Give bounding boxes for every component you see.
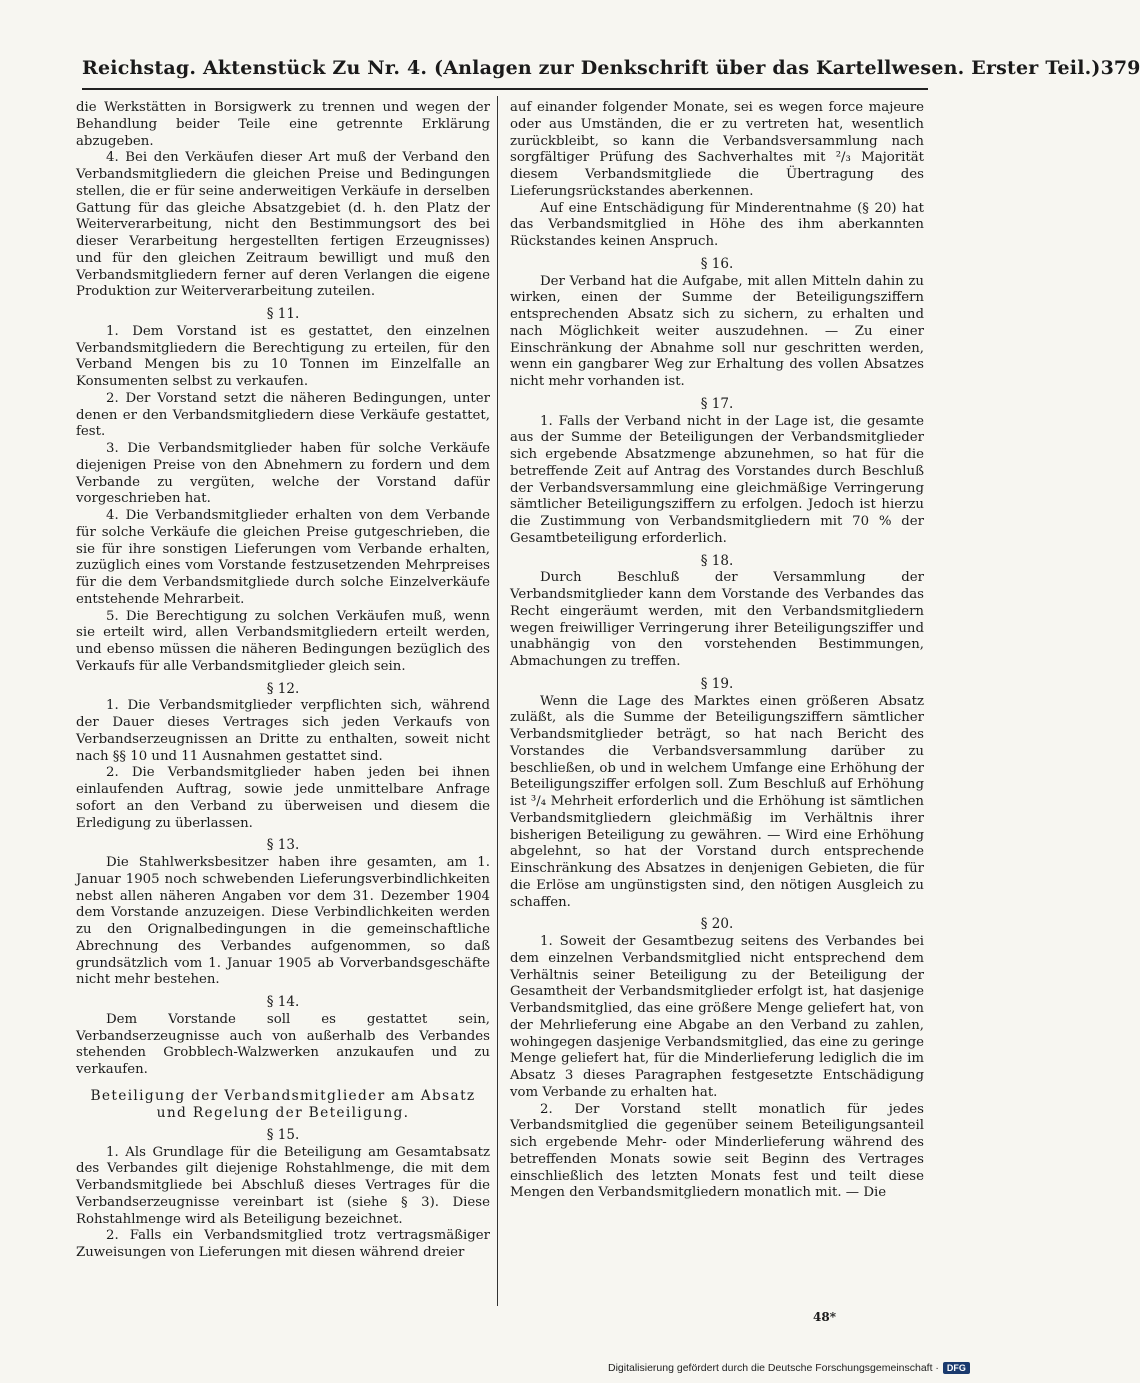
paragraph: Dem Vorstande soll es gestattet sein, Verbandserzeugnisse auch von außerhalb des Verbandes stehenden Grobblech-Walzwerken anzukaufen und zu verkaufen. [76,1011,490,1077]
paragraph: Der Verband hat die Aufgabe, mit allen Mitteln dahin zu wirken, einen der Summe der Beteiligungsziffern entsprechenden Absatz sich zu sichern, zu erhalten und nach Möglichkeit weiter auszudehnen. — Zu einer Einschränkung der Abnahme soll nur geschritten werden, wenn ein gangbarer Weg zur Erhaltung des vollen Absatzes nicht mehr vorhanden ist. [510,273,924,389]
page-number: 379 [1100,57,1140,79]
paragraph: Die Stahlwerksbesitzer haben ihre gesamten, am 1. Januar 1905 noch schwebenden Lieferungsverbindlichkeiten nebst allen näheren Angaben vor dem 31. Dezember 1904 dem Vorstande anzuzeigen. Diese Verbindlichkeiten werden zu den Orignalbedingungen in die gemeinschaftliche Abrechnung des Verbandes aufgenommen, so daß grundsätzlich vom 1. Januar 1905 ab Vorverbandsgeschäfte nicht mehr bestehen. [76,855,490,988]
left-column [76,100,490,1262]
column-divider [497,96,498,1306]
paragraph: auf einander folgender Monate, sei es wegen force majeure oder aus Umständen, die er zu vertreten hat, wesentlich zurückbleibt, so kann die Verbandsversammlung nach sorgfältiger Prüfung des Sachverhaltes mit ²/₃ Majorität diesem Verbandsmitgliede die Übertragung des Lieferungsrückstandes aberkennen. [510,100,924,199]
paragraph: 1. Die Verbandsmitglieder verpflichten sich, während der Dauer dieses Vertrages sich jeden Verkaufs von Verbandserzeugnissen an Dritte zu enthalten, soweit nicht nach §§ 10 und 11 Ausnahmen gestattet sind. [76,698,490,764]
paragraph: 1. Dem Vorstand ist es gestattet, den einzelnen Verbandsmitgliedern die Berechtigung zu erteilen, für den Verband Mengen bis zu 10 Tonnen im Einzelfalle an Konsumenten selbst zu verkaufen. [76,323,490,389]
paragraph: Durch Beschluß der Versammlung der Verbandsmitglieder kann dem Vorstande des Verbandes das Recht eingeräumt werden, mit den Verbandsmitgliedern wegen freiwilliger Verringerung ihrer Beteiligungsziffer und unabhängig von den vorstehenden Bestimmungen, Abmachungen zu treffen. [510,570,924,669]
paragraph: 2. Der Vorstand setzt die näheren Bedingungen, unter denen er den Verbandsmitgliedern diese Verkäufe gestattet, fest. [76,390,490,440]
paragraph: 2. Falls ein Verbandsmitglied trotz vertragsmäßiger Zuweisungen von Lieferungen mit diesen während dreier [76,1228,490,1260]
paragraph: Wenn die Lage des Marktes einen größeren Absatz zuläßt, als die Summe der Beteiligungsziffern sämtlicher Verbandsmitglieder beträgt, so hat nach Bericht des Vorstandes die Verbandsversammlung darüber zu beschließen, ob und in welchem Umfange eine Erhöhung der Beteiligungsziffer erfolgen soll. Zum Beschluß auf Erhöhung ist ³/₄ Mehrheit erforderlich und die Erhöhung ist sämtlichen Verbandsmitgliedern gleichmäßig im Verhältnis ihrer bisherigen Beteiligung zu gewähren. — Wird eine Erhöhung abgelehnt, so hat der Vorstand durch entsprechende Einschränkung des Absatzes in denjenigen Gebieten, die für die Erlöse am ungünstigsten sind, den nötigen Ausgleich zu schaffen. [510,693,924,910]
footer-text: Digitalisierung gefördert durch die Deutsche Forschungsgemeinschaft · [608,1362,939,1374]
page-header [82,48,1140,90]
paragraph: 2. Der Vorstand stellt monatlich für jedes Verbandsmitglied die gegenüber seinem Beteiligungsanteil sich ergebende Mehr- oder Minderlieferung während des betreffenden Monats sowie seit Beginn des Vertrages einschließlich des letzten Monats fest und teilt diese Mengen den Verbandsmitgliedern monatlich mit. — Die [510,1101,924,1201]
section-heading: § 18. [700,552,734,569]
section-heading: § 20. [700,916,734,933]
section-heading: § 13. [266,837,300,854]
section-heading: § 17. [700,395,734,412]
dfg-logo: DFG [943,1362,970,1374]
paragraph: 1. Als Grundlage für die Beteiligung am Gesamtabsatz des Verbandes gilt diejenige Rohstahlmenge, die mit dem Verbandsmitgliede bei Abschluß dieses Vertrages für die Verbandserzeugnisse vereinbart ist (siehe § 3). Diese Rohstahlmenge wird als Beteiligung bezeichnet. [76,1144,490,1227]
digitization-footer [608,1362,970,1374]
section-heading: § 12. [266,680,300,697]
section-heading: § 19. [700,675,734,692]
paragraph: 4. Die Verbandsmitglieder erhalten von dem Verbande für solche Verkäufe die gleichen Preise gutgeschrieben, die sie für ihre sonstigen Lieferungen vom Verbande erhalten, zuzüglich eines vom Vorstande festzusetzenden Mehrpreises für die dem Verbandsmitgliede durch solche Einzelverkäufe entstehende Mehrarbeit. [76,508,490,607]
section-heading: § 11. [266,306,300,322]
paragraph: 5. Die Berechtigung zu solchen Verkäufen muß, wenn sie erteilt wird, allen Verbandsmitgliedern erteilt werden, und ebenso müssen die näheren Bedingungen bezüglich des Verkaufs für alle Verbandsmitglieder gleich sein. [76,608,490,674]
header-title: Reichstag. Aktenstück Zu Nr. 4. (Anlagen zur Denkschrift über das Kartellwesen. Erster Teil.) [82,57,1101,79]
paragraph: 2. Die Verbandsmitglieder haben jeden bei ihnen einlaufenden Auftrag, sowie jede unmittelbare Anfrage sofort an den Verband zu überweisen und diesem die Erledigung zu überlassen. [76,765,490,831]
section-heading: § 14. [266,994,300,1010]
paragraph: 1. Soweit der Gesamtbezug seitens des Verbandes bei dem einzelnen Verbandsmitglied nicht entsprechend dem Verhältnis seiner Beteiligung zu der Beteiligung der Gesamtheit der Verbandsmitglieder erfolgt ist, hat dasjenige Verbandsmitglied, das eine größere Menge geliefert hat, von der Mehrlieferung eine Abgabe an den Verband zu zahlen, wohingegen dasjenige Verbandsmitglied, das eine zu geringe Menge geliefert hat, für die Minderlieferung lediglich die im Absatz 3 dieses Paragraphen festgesetzte Entschädigung vom Verbande zu erhalten hat. [510,934,925,1100]
paragraph: die Werkstätten in Borsigwerk zu trennen und wegen der Behandlung beider Teile eine getrennte Erklärung abzugeben. [76,100,490,149]
right-column [510,100,924,1202]
signature-mark: 48* [813,1310,836,1324]
section-heading: § 15. [266,1126,300,1143]
paragraph: 4. Bei den Verkäufen dieser Art muß der Verband den Verbandsmitgliedern die gleichen Preise und Bedingungen stellen, die er für seine anderweitigen Verkäufe in derselben Gattung für das gleiche Absatzgebiet (d. h. den Platz der Weiterverarbeitung, nicht den Bestimmungsort des bei dieser Verarbeitung hergestellten fertigen Erzeugnisses) und für den gleichen Zeitraum bewilligt und muß den Verbandsmitgliedern ferner auf deren Verlangen die eigene Produktion zur Weiterverarbeitung zuteilen. [76,150,490,300]
section-heading: § 16. [700,255,734,272]
paragraph: 3. Die Verbandsmitglieder haben für solche Verkäufe diejenigen Preise von den Abnehmern zu fordern und dem Verbande zu vergüten, welche der Vorstand dafür vorgeschrieben hat. [76,441,490,507]
subsection-title: Beteiligung der Verbandsmitglieder am Absatz und Regelung der Beteiligung. [90,1087,476,1121]
paragraph: 1. Falls der Verband nicht in der Lage ist, die gesamte aus der Summe der Beteiligungen der Verbandsmitglieder sich ergebende Absatzmenge abzunehmen, so hat für die betreffende Zeit auf Antrag des Vorstandes durch Beschluß der Verbandsversammlung eine gleichmäßige Verringerung sämtlicher Beteiligungsziffern zu erfolgen. Jedoch ist hierzu die Zustimmung von Verbandsmitgliedern mit 70 % der Gesamtbeteiligung erforderlich. [510,413,924,546]
paragraph: Auf eine Entschädigung für Minderentnahme (§ 20) hat das Verbandsmitglied in Höhe des ihm aberkannten Rückstandes keinen Anspruch. [510,200,924,249]
